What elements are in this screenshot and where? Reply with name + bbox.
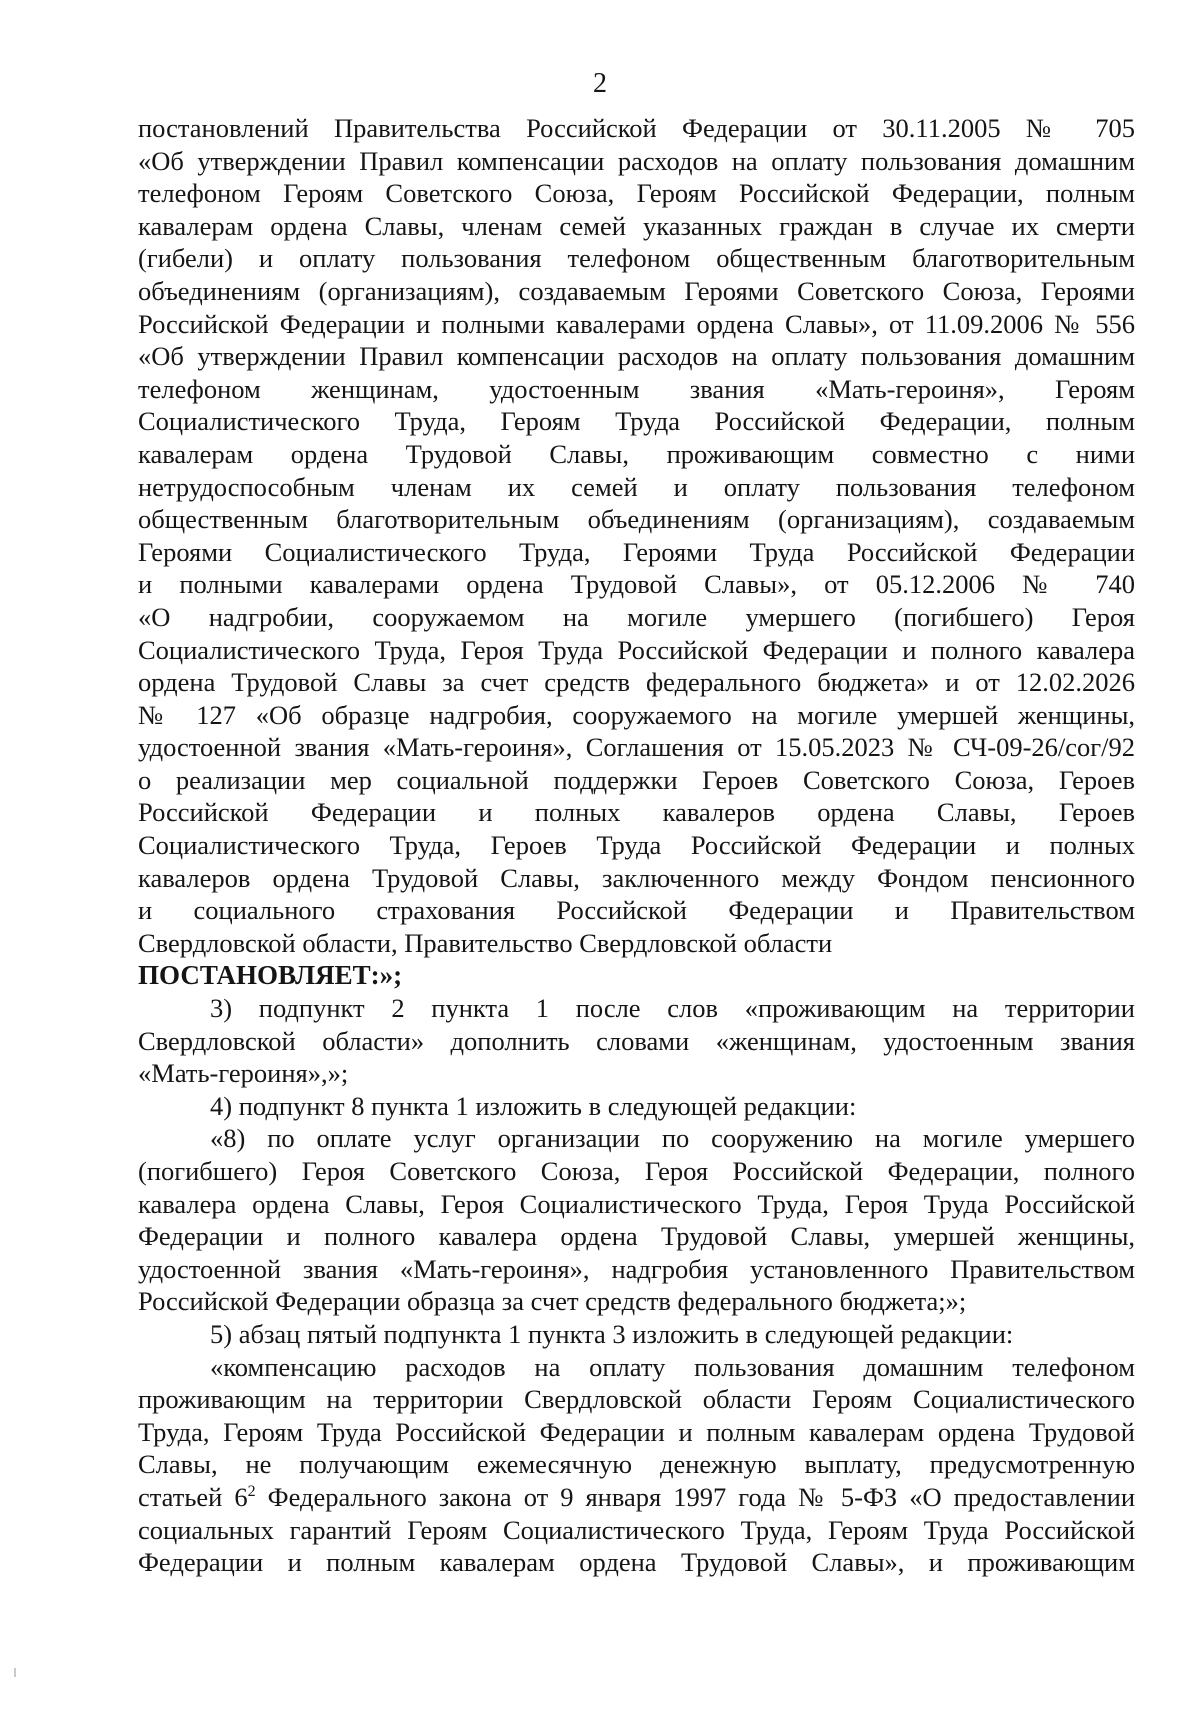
text-line: «компенсацию расходов на оплату пользования домашним телефоном <box>210 1351 1135 1382</box>
scan-edge-mark <box>14 1668 16 1677</box>
text-line: Социалистического Труда, Героев Труда Российской Федерации и полных <box>138 830 1135 861</box>
text-line: кавалерам ордена Славы, членам семей указанных граждан в случае их смерти <box>138 210 1135 241</box>
text-line: удостоенной звания «Мать-героиня», Соглашения от 15.05.2023 № СЧ-09-26/сог/92 <box>138 732 1135 763</box>
text-fragment: Федерального закона от 9 января 1997 года № 5-ФЗ «О предоставлении <box>255 1481 1135 1512</box>
text-line: «О надгробии, сооружаемом на могиле умершего (погибшего) Героя <box>138 601 1135 632</box>
text-line: проживающим на территории Свердловской области Героям Социалистического <box>138 1384 1135 1415</box>
text-line: кавалера ордена Славы, Героя Социалистического Труда, Героя Труда Российской <box>138 1188 1135 1219</box>
text-line: Российской Федерации образца за счет средств федерального бюджета;»; <box>138 1286 967 1317</box>
superscript: 2 <box>247 1483 256 1501</box>
text-line: Социалистического Труда, Героя Труда Российской Федерации и полного кавалера <box>138 634 1135 665</box>
text-line: «Мать-героиня»,»; <box>138 1058 349 1089</box>
text-line: Социалистического Труда, Героям Труда Российской Федерации, полным <box>138 406 1135 437</box>
text-line: кавалерам ордена Трудовой Славы, проживающим совместно с ними <box>138 438 1135 469</box>
text-line: телефоном женщинам, удостоенным звания «Мать-героиня», Героям <box>138 373 1135 404</box>
text-line: и полными кавалерами ордена Трудовой Славы», от 05.12.2006 № 740 <box>138 569 1135 600</box>
text-line: Свердловской области» дополнить словами «женщинам, удостоенным звания <box>138 1025 1135 1056</box>
resolution-heading: ПОСТАНОВЛЯЕТ:»; <box>138 960 403 991</box>
text-line: о реализации мер социальной поддержки Героев Советского Союза, Героев <box>138 764 1135 795</box>
text-line: Героями Социалистического Труда, Героями Труда Российской Федерации <box>138 536 1135 567</box>
text-line: Федерации и полным кавалерам ордена Трудовой Славы», и проживающим <box>138 1547 1135 1578</box>
text-fragment: статьей 6 <box>138 1481 248 1512</box>
page-number: 2 <box>593 68 607 99</box>
text-line: нетрудоспособным членам их семей и оплату пользования телефоном <box>138 471 1135 502</box>
text-line: 5) абзац пятый подпункта 1 пункта 3 изложить в следующей редакции: <box>210 1318 1014 1349</box>
text-line: 3) подпункт 2 пункта 1 после слов «проживающим на территории <box>210 993 1135 1024</box>
text-line: «Об утверждении Правил компенсации расходов на оплату пользования домашним <box>138 145 1135 176</box>
text-line: Славы, не получающим ежемесячную денежную выплату, предусмотренную <box>138 1449 1135 1480</box>
text-line: удостоенной звания «Мать-героиня», надгробия установленного Правительством <box>138 1253 1135 1284</box>
text-line: объединениям (организациям), создаваемым Героями Советского Союза, Героями <box>138 275 1135 306</box>
text-line: Труда, Героям Труда Российской Федерации и полным кавалерам ордена Трудовой <box>138 1416 1135 1447</box>
text-line: Российской Федерации и полными кавалерами ордена Славы», от 11.09.2006 № 556 <box>138 308 1135 339</box>
text-line: Свердловской области, Правительство Свердловской области <box>138 927 833 958</box>
document-body <box>138 112 1135 1579</box>
text-line: телефоном Героям Советского Союза, Героям Российской Федерации, полным <box>138 178 1135 209</box>
text-line: «Об утверждении Правил компенсации расходов на оплату пользования домашним <box>138 341 1135 372</box>
text-line: (погибшего) Героя Советского Союза, Героя Российской Федерации, полного <box>138 1156 1135 1186</box>
text-line: Российской Федерации и полных кавалеров ордена Славы, Героев <box>138 797 1135 828</box>
text-line: общественным благотворительным объединениям (организациям), создаваемым <box>138 504 1135 535</box>
text-line: постановлений Правительства Российской Федерации от 30.11.2005 № 705 <box>138 113 1135 143</box>
text-line: (гибели) и оплату пользования телефоном общественным благотворительным <box>138 243 1135 274</box>
text-line: и социального страхования Российской Федерации и Правительством <box>138 895 1135 926</box>
text-line: социальных гарантий Героям Социалистического Труда, Героям Труда Российской <box>138 1514 1135 1545</box>
text-line: Федерации и полного кавалера ордена Трудовой Славы, умершей женщины, <box>138 1221 1135 1252</box>
text-line-with-superscript <box>138 1481 1135 1514</box>
text-line: № 127 «Об образце надгробия, сооружаемого на могиле умершей женщины, <box>138 699 1135 730</box>
text-line: ордена Трудовой Славы за счет средств федерального бюджета» и от 12.02.2026 <box>138 667 1135 698</box>
text-line: кавалеров ордена Трудовой Славы, заключенного между Фондом пенсионного <box>138 862 1135 893</box>
text-line: 4) подпункт 8 пункта 1 изложить в следующей редакции: <box>210 1090 857 1121</box>
text-line: «8) по оплате услуг организации по сооружению на могиле умершего <box>210 1123 1135 1154</box>
